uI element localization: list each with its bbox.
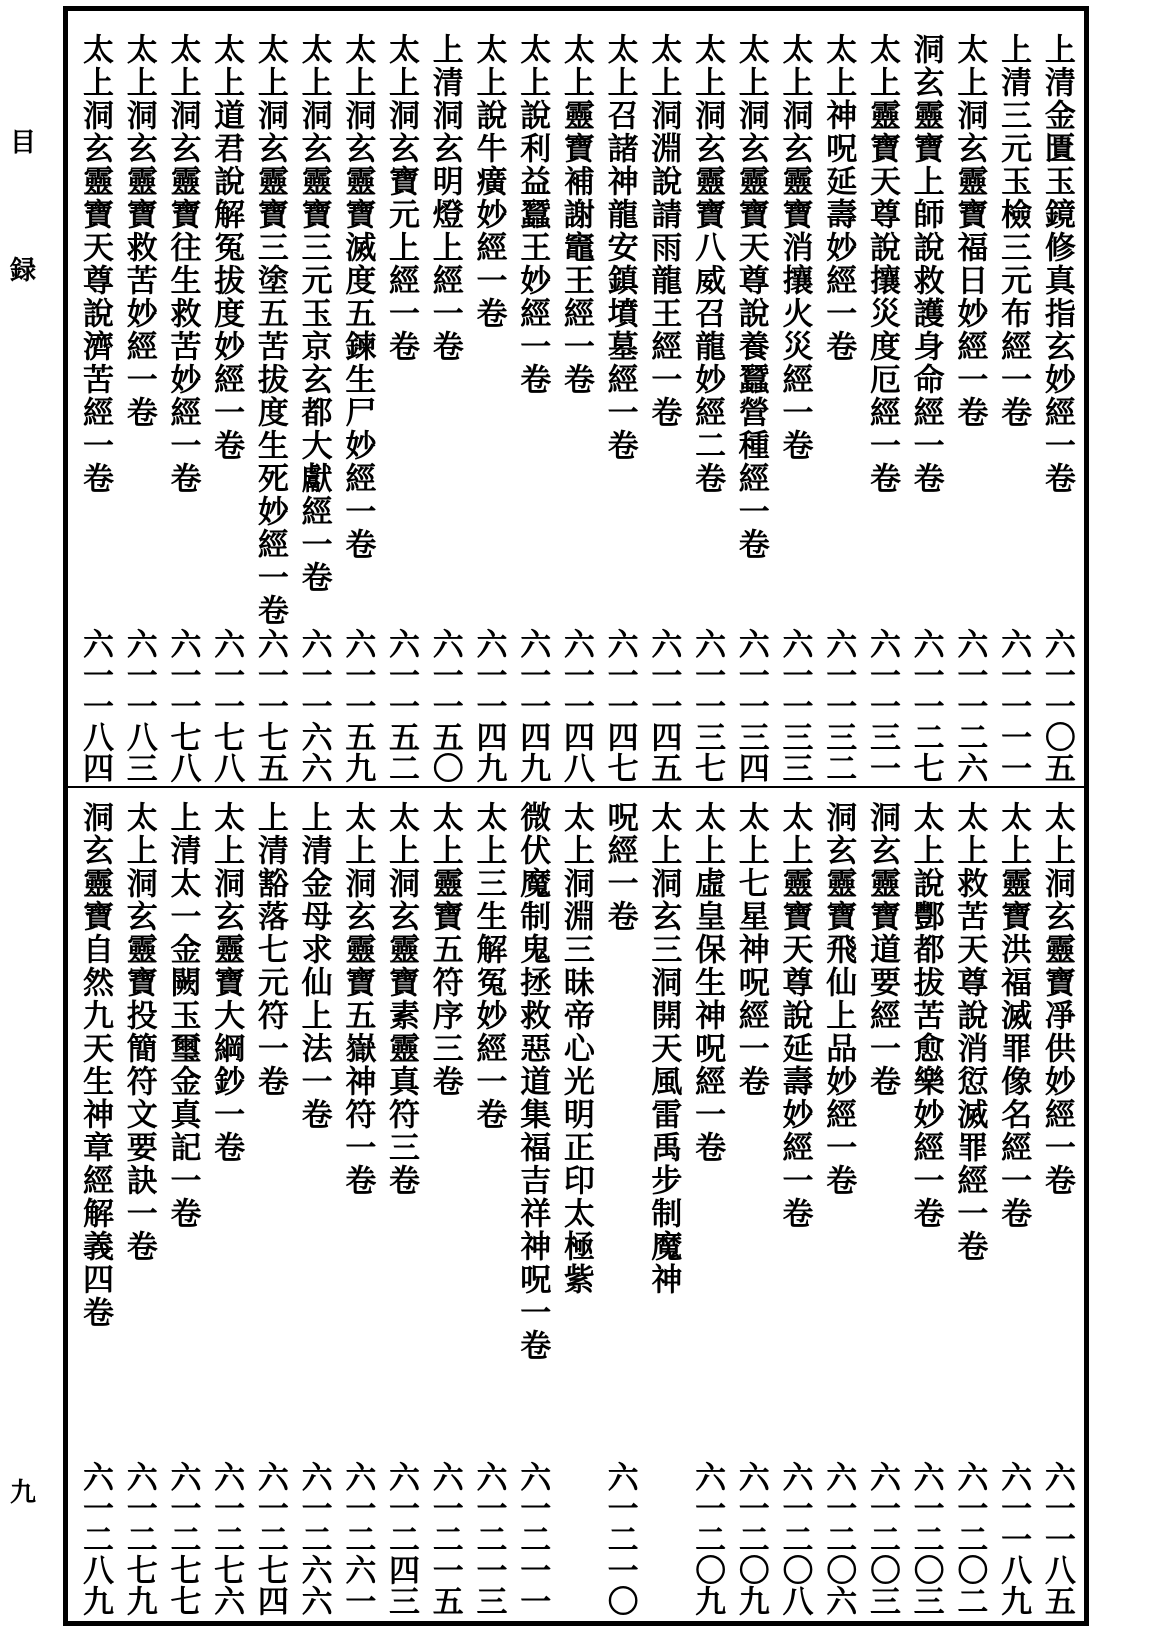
- entry-page: 六一一七八: [164, 628, 201, 783]
- entry-page: 六一一八四: [77, 628, 113, 783]
- entry-title: 洞玄靈寶自然九天生神章經解義四卷: [77, 801, 113, 1329]
- entry-page: 六一二七四: [251, 1461, 288, 1616]
- entry-title: 上清三元玉檢三元布經一卷: [995, 33, 1032, 429]
- catalog-entry: [601, 801, 639, 1616]
- entry-title: 太上洞玄靈寶往生救苦妙經一卷: [164, 33, 201, 495]
- entry-title: 呪經一卷: [601, 801, 638, 933]
- catalog-entry: [251, 801, 289, 1616]
- catalog-entry: [557, 33, 595, 783]
- entry-title: 太上說酆都拔苦愈樂妙經一卷: [907, 801, 944, 1230]
- entry-page: 六一一四八: [557, 628, 594, 783]
- catalog-entry: [295, 801, 333, 1616]
- entry-page: 六一二六一: [339, 1461, 376, 1616]
- catalog-entry: [120, 801, 158, 1616]
- entry-page: 六一二八九: [77, 1461, 113, 1616]
- entry-page: 六一一三七: [689, 628, 726, 783]
- entry-title: 太上靈寶天尊說攘災度厄經一卷: [863, 33, 900, 495]
- catalog-entry: [426, 33, 464, 783]
- entry-page: 六一一四五: [645, 628, 682, 783]
- catalog-entry: [776, 33, 814, 783]
- catalog-entry: [950, 801, 988, 1616]
- catalog-entry: [1038, 33, 1076, 783]
- entry-page: 六一一二七: [907, 628, 944, 783]
- entry-title: 太上說牛癀妙經一卷: [470, 33, 507, 330]
- entry-page: 六一一四七: [601, 628, 638, 783]
- catalog-entry: [688, 33, 726, 783]
- catalog-entry: [513, 33, 551, 783]
- entry-page: 六一一二六: [951, 628, 988, 783]
- entry-title: 太上救苦天尊說消愆滅罪經一卷: [951, 801, 988, 1263]
- entry-page: 六一二七六: [208, 1461, 245, 1616]
- entry-page: 六一二一三: [470, 1461, 507, 1616]
- entry-page: 六一一一一: [995, 628, 1032, 783]
- entry-page: 六一二〇二: [951, 1461, 988, 1616]
- entry-title: 太上靈寶洪福滅罪像名經一卷: [995, 801, 1032, 1230]
- catalog-entry: [163, 801, 201, 1616]
- catalog-entry: [251, 33, 289, 783]
- entry-title: 太上靈寶天尊說延壽妙經一卷: [776, 801, 813, 1230]
- entry-title: 上清金匱玉鏡修真指玄妙經一卷: [1038, 33, 1075, 495]
- side-label-lu: 録: [9, 256, 36, 286]
- entry-page: 六一一七八: [208, 628, 245, 783]
- catalog-entry: [819, 801, 857, 1616]
- entry-title: 上清洞玄明燈上經一卷: [426, 33, 463, 363]
- entry-title: 太上三生解冤妙經一卷: [470, 801, 507, 1131]
- entry-page: 六一一〇五: [1038, 628, 1075, 783]
- section-divider: [68, 786, 1084, 788]
- entry-page: 六一一四九: [470, 628, 507, 783]
- catalog-entry: [207, 33, 245, 783]
- entry-page: 六一一六六: [295, 628, 332, 783]
- entry-page: 六一一八九: [995, 1461, 1032, 1616]
- entry-page: 六一二一一: [514, 1461, 551, 1616]
- entry-title: 太上洞玄靈寶消攘火災經一卷: [776, 33, 813, 462]
- entry-page: 六一二一五: [426, 1461, 463, 1616]
- catalog-entry: [207, 801, 245, 1616]
- entry-page: 六一一七五: [251, 628, 288, 783]
- entry-title: 太上洞玄靈寶天尊說濟苦經一卷: [77, 33, 113, 495]
- catalog-entry: [338, 33, 376, 783]
- catalog-entry: [644, 33, 682, 783]
- entry-page: 六一二七七: [164, 1461, 201, 1616]
- catalog-entry: [76, 33, 114, 783]
- entry-page: 六一一五二: [383, 628, 420, 783]
- entry-title: 太上靈寶五符序三卷: [426, 801, 463, 1098]
- entry-title: 太上洞玄靈寶天尊說養蠶營種經一卷: [732, 33, 769, 561]
- entry-title: 太上洞玄靈寶福日妙經一卷: [951, 33, 988, 429]
- catalog-entry: [163, 33, 201, 783]
- catalog-entry: [469, 33, 507, 783]
- entry-title: 太上洞玄靈寶大綱鈔一卷: [208, 801, 245, 1164]
- catalog-entry: [513, 801, 551, 1616]
- catalog-entry: [382, 801, 420, 1616]
- catalog-entry: [120, 33, 158, 783]
- catalog-entry: [907, 33, 945, 783]
- entry-title: 太上神呪延壽妙經一卷: [820, 33, 857, 363]
- catalog-entry: [76, 801, 114, 1616]
- entry-title: 太上洞玄靈寶素靈真符三卷: [383, 801, 420, 1197]
- entry-title: 太上洞玄靈寶三元玉京玄都大獻經一卷: [295, 33, 332, 594]
- catalog-entry: [644, 801, 682, 1616]
- entry-page: 六一二〇三: [863, 1461, 900, 1616]
- side-label-mu: 目: [9, 128, 36, 158]
- entry-title: 上清豁落七元符一卷: [251, 801, 288, 1098]
- lower-catalog: [76, 801, 1076, 1616]
- catalog-entry: [776, 801, 814, 1616]
- entry-title: 太上說利益蠶王妙經一卷: [514, 33, 551, 396]
- catalog-entry: [469, 801, 507, 1616]
- entry-title: 太上洞玄三洞開天風雷禹步制魔神: [645, 801, 682, 1296]
- catalog-entry: [688, 801, 726, 1616]
- entry-page: 六一一八五: [1038, 1461, 1075, 1616]
- catalog-entry: [732, 801, 770, 1616]
- entry-title: 太上洞玄靈寶八威召龍妙經二卷: [689, 33, 726, 495]
- entry-title: 太上洞玄靈寶滅度五鍊生尸妙經一卷: [339, 33, 376, 561]
- catalog-entry: [732, 33, 770, 783]
- entry-title: 洞玄靈寶上師說救護身命經一卷: [907, 33, 944, 495]
- catalog-entry: [338, 801, 376, 1616]
- entry-page: 六一二〇九: [732, 1461, 769, 1616]
- entry-page: 六一二一〇: [601, 1461, 638, 1616]
- entry-title: 太上靈寶補謝竈王經一卷: [557, 33, 594, 396]
- entry-page: 六一二〇九: [689, 1461, 726, 1616]
- entry-title: 太上洞玄靈寶救苦妙經一卷: [120, 33, 157, 429]
- upper-catalog: [76, 33, 1076, 783]
- entry-page: 六一二〇八: [776, 1461, 813, 1616]
- entry-title: 上清金母求仙上法一卷: [295, 801, 332, 1131]
- entry-page: 六一一三四: [732, 628, 769, 783]
- catalog-entry: [863, 33, 901, 783]
- entry-title: 太上七星神呪經一卷: [732, 801, 769, 1098]
- catalog-entry: [907, 801, 945, 1616]
- catalog-entry: [426, 801, 464, 1616]
- catalog-entry: [295, 33, 333, 783]
- catalog-entry: [1038, 801, 1076, 1616]
- entry-page: 六一一五九: [339, 628, 376, 783]
- entry-title: 上清太一金闕玉璽金真記一卷: [164, 801, 201, 1230]
- catalog-entry: [819, 33, 857, 783]
- entry-page: 六一二〇六: [820, 1461, 857, 1616]
- entry-title: 太上洞玄靈寶凈供妙經一卷: [1038, 801, 1075, 1197]
- entry-page: 六一一五〇: [426, 628, 463, 783]
- entry-page: 六一二〇三: [907, 1461, 944, 1616]
- entry-title: 洞玄靈寶飛仙上品妙經一卷: [820, 801, 857, 1197]
- side-page-number: 九: [9, 1478, 36, 1508]
- catalog-entry: [557, 801, 595, 1616]
- entry-title: 太上洞玄靈寶五嶽神符一卷: [339, 801, 376, 1197]
- page-frame: [63, 6, 1089, 1626]
- entry-title: 太上洞淵三昧帝心光明正印太極紫: [557, 801, 594, 1296]
- catalog-entry: [950, 33, 988, 783]
- entry-title: 太上道君說解冤拔度妙經一卷: [208, 33, 245, 462]
- entry-title: 太上洞玄寶元上經一卷: [383, 33, 420, 363]
- entry-page: 六一二四三: [383, 1461, 420, 1616]
- entry-title: 太上洞玄靈寶三塗五苦拔度生死妙經一卷: [251, 33, 288, 627]
- entry-title: 太上洞淵說請雨龍王經一卷: [645, 33, 682, 429]
- catalog-entry: [863, 801, 901, 1616]
- catalog-entry: [601, 33, 639, 783]
- entry-page: 六一一四九: [514, 628, 551, 783]
- entry-page: 六一二七九: [120, 1461, 157, 1616]
- catalog-entry: [994, 801, 1032, 1616]
- entry-title: 洞玄靈寶道要經一卷: [863, 801, 900, 1098]
- catalog-entry: [382, 33, 420, 783]
- entry-page: 六一一三二: [820, 628, 857, 783]
- entry-title: 太上召諸神龍安鎮墳墓經一卷: [601, 33, 638, 462]
- entry-page: 六一一八三: [120, 628, 157, 783]
- entry-title: 微伏魔制鬼拯救惡道集福吉祥神呪一卷: [514, 801, 551, 1362]
- catalog-entry: [994, 33, 1032, 783]
- entry-page: 六一一三一: [863, 628, 900, 783]
- entry-title: 太上洞玄靈寶投簡符文要訣一卷: [120, 801, 157, 1263]
- entry-title: 太上虛皇保生神呪經一卷: [689, 801, 726, 1164]
- entry-page: 六一一三三: [776, 628, 813, 783]
- entry-page: 六一二六六: [295, 1461, 332, 1616]
